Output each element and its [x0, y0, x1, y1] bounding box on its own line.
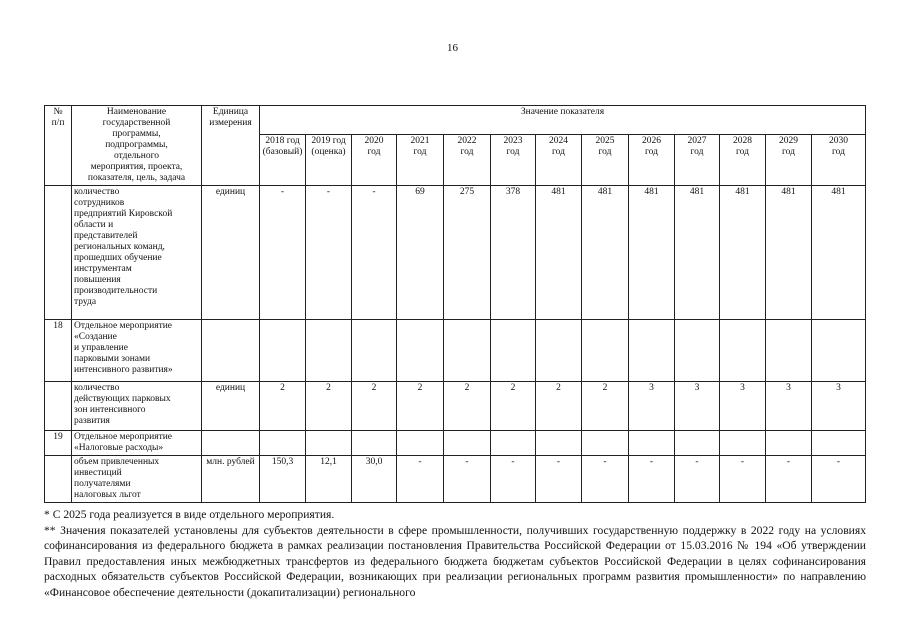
header-unit: Единица измерения — [202, 106, 260, 186]
row-value: 481 — [536, 186, 582, 320]
header-year: 2019 год (оценка) — [306, 134, 352, 185]
header-year: 2022 год — [444, 134, 491, 185]
table-body — [45, 186, 866, 503]
footnotes — [44, 507, 866, 600]
row-value — [352, 320, 397, 382]
row-value — [766, 320, 812, 382]
row-value: - — [766, 456, 812, 503]
footnote: ** Значения показателей установлены для субъектов деятельности в сфере промышленности, получивших государственную поддержку в 2022 году на условиях софинансирования из федерального бюджета в рамках реализации постановления Правительства Российской Федерации от 15.03.2016 № 194 «Об утверждении Правил предоставления иных межбюджетных трансфертов из федерального бюджета бюджетам субъектов Российской Федерации в целях софинансирования расходных обязательств субъектов Российской Федерации, возникающих при реализации региональных программ развития промышленности» по направлению «Финансовое обеспечение деятельности (докапитализации) регионального — [44, 523, 866, 599]
row-value: 2 — [491, 382, 536, 431]
header-year: 2028 год — [720, 134, 766, 185]
row-value — [260, 431, 306, 456]
table-row — [45, 456, 866, 503]
row-value: 3 — [766, 382, 812, 431]
row-value — [491, 320, 536, 382]
row-value — [306, 431, 352, 456]
row-value — [675, 431, 720, 456]
row-value — [260, 320, 306, 382]
row-value: - — [306, 186, 352, 320]
row-num: 19 — [45, 431, 72, 456]
row-value: 481 — [582, 186, 629, 320]
row-num — [45, 382, 72, 431]
header-year: 2030 год — [812, 134, 866, 185]
row-value: - — [720, 456, 766, 503]
row-value — [720, 431, 766, 456]
row-value: - — [536, 456, 582, 503]
header-num: № п/п — [45, 106, 72, 186]
row-value — [536, 431, 582, 456]
row-name: Отдельное мероприятие «Создание и управление парковыми зонами интенсивного развития» — [72, 320, 202, 382]
row-unit: единиц — [202, 382, 260, 431]
row-value: 2 — [352, 382, 397, 431]
row-value — [629, 431, 675, 456]
header-year: 2025 год — [582, 134, 629, 185]
row-value — [444, 320, 491, 382]
row-value — [629, 320, 675, 382]
row-name: количество действующих парковых зон интенсивного развития — [72, 382, 202, 431]
row-value: 481 — [675, 186, 720, 320]
row-value: 30,0 — [352, 456, 397, 503]
row-value: 2 — [306, 382, 352, 431]
row-value — [720, 320, 766, 382]
row-value: 2 — [397, 382, 444, 431]
row-value: 481 — [720, 186, 766, 320]
header-group: Значение показателя — [260, 106, 866, 135]
header-year: 2020 год — [352, 134, 397, 185]
row-value: 12,1 — [306, 456, 352, 503]
row-value: 150,3 — [260, 456, 306, 503]
row-value — [352, 431, 397, 456]
row-value: 3 — [629, 382, 675, 431]
header-year: 2021 год — [397, 134, 444, 185]
row-num — [45, 456, 72, 503]
row-value: 3 — [675, 382, 720, 431]
row-value — [675, 320, 720, 382]
row-unit — [202, 320, 260, 382]
row-value — [582, 431, 629, 456]
row-value: - — [444, 456, 491, 503]
row-value: - — [629, 456, 675, 503]
table-row — [45, 431, 866, 456]
indicators-table — [44, 105, 866, 503]
row-value — [536, 320, 582, 382]
row-value: - — [397, 456, 444, 503]
row-value — [444, 431, 491, 456]
row-value — [397, 431, 444, 456]
row-unit: млн. рублей — [202, 456, 260, 503]
row-value — [306, 320, 352, 382]
row-value — [812, 320, 866, 382]
row-name: объем привлеченных инвестиций получателями налоговых льгот — [72, 456, 202, 503]
row-value: 69 — [397, 186, 444, 320]
row-name: Отдельное мероприятие «Налоговые расходы» — [72, 431, 202, 456]
row-value: 2 — [444, 382, 491, 431]
header-year: 2029 год — [766, 134, 812, 185]
row-value: 481 — [629, 186, 675, 320]
row-value: - — [582, 456, 629, 503]
row-value: 481 — [812, 186, 866, 320]
header-year: 2024 год — [536, 134, 582, 185]
row-value: - — [352, 186, 397, 320]
table-row — [45, 382, 866, 431]
row-value — [582, 320, 629, 382]
row-num: 18 — [45, 320, 72, 382]
header-year: 2026 год — [629, 134, 675, 185]
row-value: 2 — [260, 382, 306, 431]
row-value — [766, 431, 812, 456]
header-year: 2018 год (базовый) — [260, 134, 306, 185]
row-value: 2 — [536, 382, 582, 431]
table-row — [45, 320, 866, 382]
row-value — [397, 320, 444, 382]
row-value: 378 — [491, 186, 536, 320]
row-value: - — [260, 186, 306, 320]
page-number: 16 — [447, 42, 458, 54]
table-row — [45, 186, 866, 320]
row-value: 3 — [720, 382, 766, 431]
header-year: 2027 год — [675, 134, 720, 185]
row-unit: единиц — [202, 186, 260, 320]
footnote: * С 2025 года реализуется в виде отдельного мероприятия. — [44, 508, 335, 521]
row-value: - — [812, 456, 866, 503]
row-value: 2 — [582, 382, 629, 431]
header-year: 2023 год — [491, 134, 536, 185]
row-name: количество сотрудников предприятий Кировской области и представителей региональных команд, прошедших обучение инструментам повышения производительности труда — [72, 186, 202, 320]
row-value: 275 — [444, 186, 491, 320]
row-num — [45, 186, 72, 320]
row-value: - — [491, 456, 536, 503]
header-name: Наименование государственной программы, подпрограммы, отдельного мероприятия, проекта, показателя, цель, задача — [72, 106, 202, 186]
row-unit — [202, 431, 260, 456]
row-value — [812, 431, 866, 456]
row-value: 3 — [812, 382, 866, 431]
row-value: - — [675, 456, 720, 503]
row-value: 481 — [766, 186, 812, 320]
row-value — [491, 431, 536, 456]
